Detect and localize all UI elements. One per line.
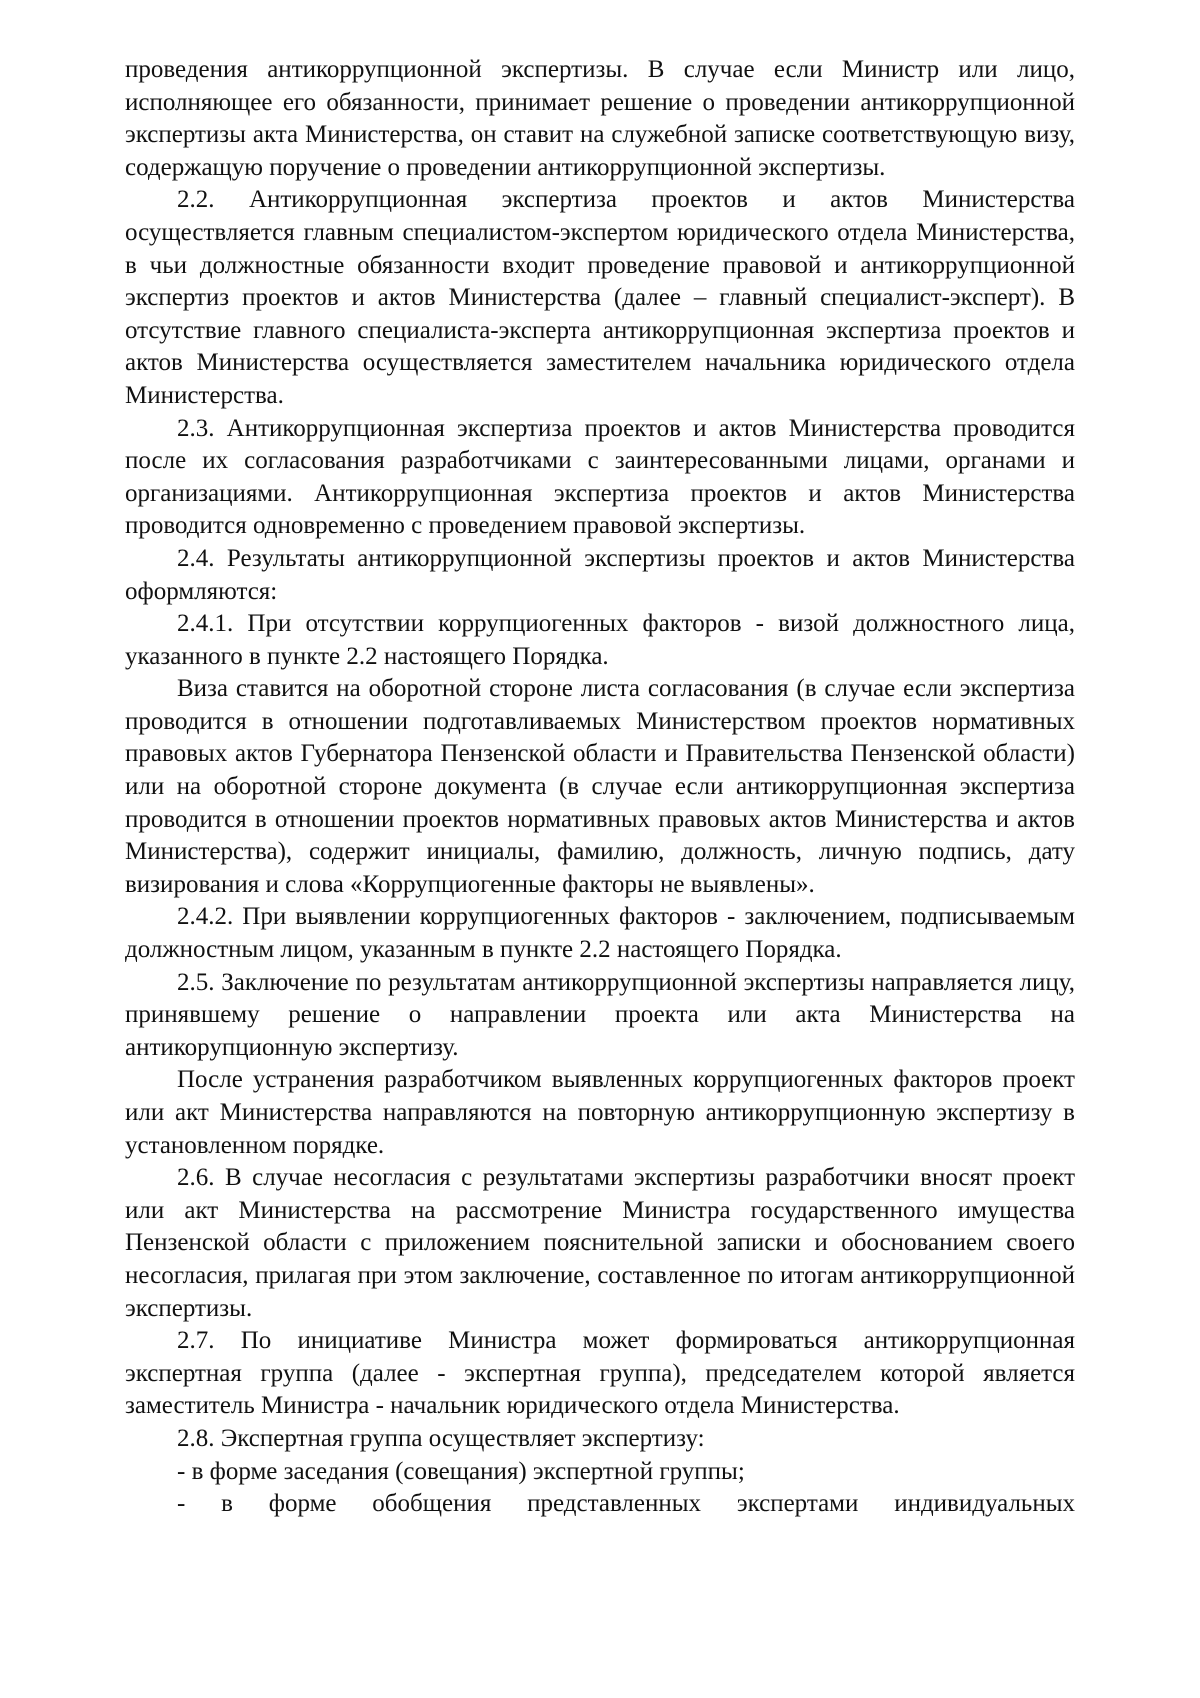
document-body (125, 54, 1075, 1521)
paragraph-2-4-1: 2.4.1. При отсутствии коррупциогенных факторов - визой должностного лица, указанного в пункте 2.2 настоящего Порядка. (125, 610, 1075, 670)
paragraph-2-4-2: 2.4.2. При выявлении коррупциогенных факторов - заключением, подписываемым должностным лицом, указанным в пункте 2.2 настоящего Порядка. (125, 903, 1075, 964)
paragraph-2-4: 2.4. Результаты антикоррупционной экспертизы проектов и актов Министерства оформляются: (125, 544, 1075, 605)
paragraph-2-7: 2.7. По инициативе Министра может формироваться антикоррупционная экспертная группа (далее - экспертная группа), председателем которой является заместитель Министра - начальник юридического отдела Министерства. (125, 1327, 1075, 1420)
paragraph-after-fix: После устранения разработчиком выявленных коррупциогенных факторов проект или акт Министерства направляются на повторную антикоррупционную экспертизу в установленном порядке. (125, 1066, 1075, 1159)
list-item-generalization: - в форме обобщения представленных экспертами индивидуальных (177, 1490, 1075, 1518)
paragraph-2-5: 2.5. Заключение по результатам антикоррупционной экспертизы направляется лицу, принявшему решение о направлении проекта или акта Министерства на антикорупционную экспертизу. (125, 968, 1075, 1061)
paragraph-visa: Виза ставится на оборотной стороне листа согласования (в случае если экспертиза проводится в отношении подготавливаемых Министерством проектов нормативных правовых актов Губернатора Пензенской области и Правительства Пензенской области) или на оборотной стороне документа (в случае если антикоррупционная экспертиза проводится в отношении проектов нормативных правовых актов Министерства и актов Министерства), содержит инициалы, фамилию, должность, личную подпись, дату визирования и слова «Коррупциогенные факторы не выявлены». (125, 675, 1075, 898)
paragraph-2-8: 2.8. Экспертная группа осуществляет экспертизу: (177, 1424, 705, 1452)
paragraph-2-3: 2.3. Антикоррупционная экспертиза проектов и актов Министерства проводится после их согласования разработчиками с заинтересованными лицами, органами и организациями. Антикоррупционная экспертиза проектов и актов Министерства проводится одновременно с проведением правовой экспертизы. (125, 414, 1075, 540)
paragraph: проведения антикоррупционной экспертизы. В случае если Министр или лицо, исполняющее его обязанности, принимает решение о проведении антикоррупционной экспертизы акта Министерства, он ставит на служебной записке соответствующую визу, содержащую поручение о проведении антикоррупционной экспертизы. (125, 56, 1075, 181)
paragraph-2-6: 2.6. В случае несогласия с результатами экспертизы разработчики вносят проект или акт Министерства на рассмотрение Министра государственного имущества Пензенской области с приложением пояснительной записки и обоснованием своего несогласия, прилагая при этом заключение, составленное по итогам антикоррупционной экспертизы. (125, 1164, 1075, 1322)
list-item-meeting: - в форме заседания (совещания) экспертной группы; (177, 1457, 745, 1485)
paragraph-2-2: 2.2. Антикоррупционная экспертиза проектов и актов Министерства осуществляется главным специалистом-экспертом юридического отдела Министерства, в чьи должностные обязанности входит проведение правовой и антикоррупционной экспертиз проектов и актов Министерства (далее – главный специалист-эксперт). В отсутствие главного специалиста-эксперта антикоррупционная экспертиза проектов и актов Министерства осуществляется заместителем начальника юридического отдела Министерства. (125, 186, 1075, 409)
